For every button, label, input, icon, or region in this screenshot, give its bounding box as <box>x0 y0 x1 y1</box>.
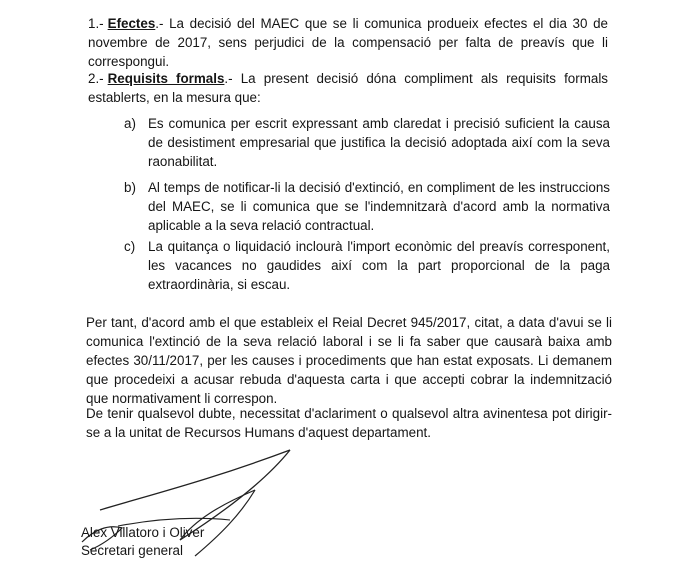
signatory-name: Alex Villatoro i Oliver <box>81 525 205 540</box>
list-item <box>124 114 610 171</box>
section-number: 1.- <box>88 16 104 31</box>
section-efectes <box>88 14 608 71</box>
list-item <box>124 237 610 294</box>
section-heading: Requisits formals <box>107 71 225 86</box>
list-item-text: La quitança o liquidació inclourà l'import econòmic del preavís corresponent, les vacances no gaudides així com la part proporcional de la paga extraordinària, si escau. <box>148 239 610 292</box>
section-text: .- La present decisió dóna compliment als requisits formals establerts, en la mesura que: <box>88 71 608 105</box>
conclusion-paragraph: Per tant, d'acord amb el que estableix el Reial Decret 945/2017, citat, a data d'avui se li comunica l'extinció de la seva relació laboral i se li fa saber que causarà baixa amb efectes 30/11/2017, per les causes i procediments que han estat exposats. Li demanem que procedeixi a acusar rebuda d'aquesta carta i que accepti cobrar la indemnització que normativament li correspon. <box>86 315 612 406</box>
section-heading: Efectes <box>107 16 156 31</box>
list-marker: c) <box>124 239 136 254</box>
list-marker: a) <box>124 116 136 131</box>
section-number: 2.- <box>88 71 104 86</box>
section-text: .- La decisió del MAEC que se li comunica produeix efectes el dia 30 de novembre de 2017, sens perjudici de la compensació per falta de preavís que li correspongui. <box>88 16 608 69</box>
list-item <box>124 178 610 235</box>
list-marker: b) <box>124 180 136 195</box>
list-item-text: Es comunica per escrit expressant amb claredat i precisió suficient la causa de desistiment empresarial que justifica la decisió adoptada així com la seva raonabilitat. <box>148 116 610 169</box>
list-item-text: Al temps de notificar-li la decisió d'extinció, en compliment de les instruccions del MAEC, se li comunica que se l'indemnitzarà d'acord amb la normativa aplicable a la seva relació contractual. <box>148 180 610 233</box>
contact-paragraph: De tenir qualsevol dubte, necessitat d'aclariment o qualsevol altra avinentesa pot dirigir-se a la unitat de Recursos Humans d'aquest departament. <box>86 406 612 440</box>
section-requisits-formals <box>88 69 608 107</box>
signatory-title: Secretari general <box>81 543 183 558</box>
